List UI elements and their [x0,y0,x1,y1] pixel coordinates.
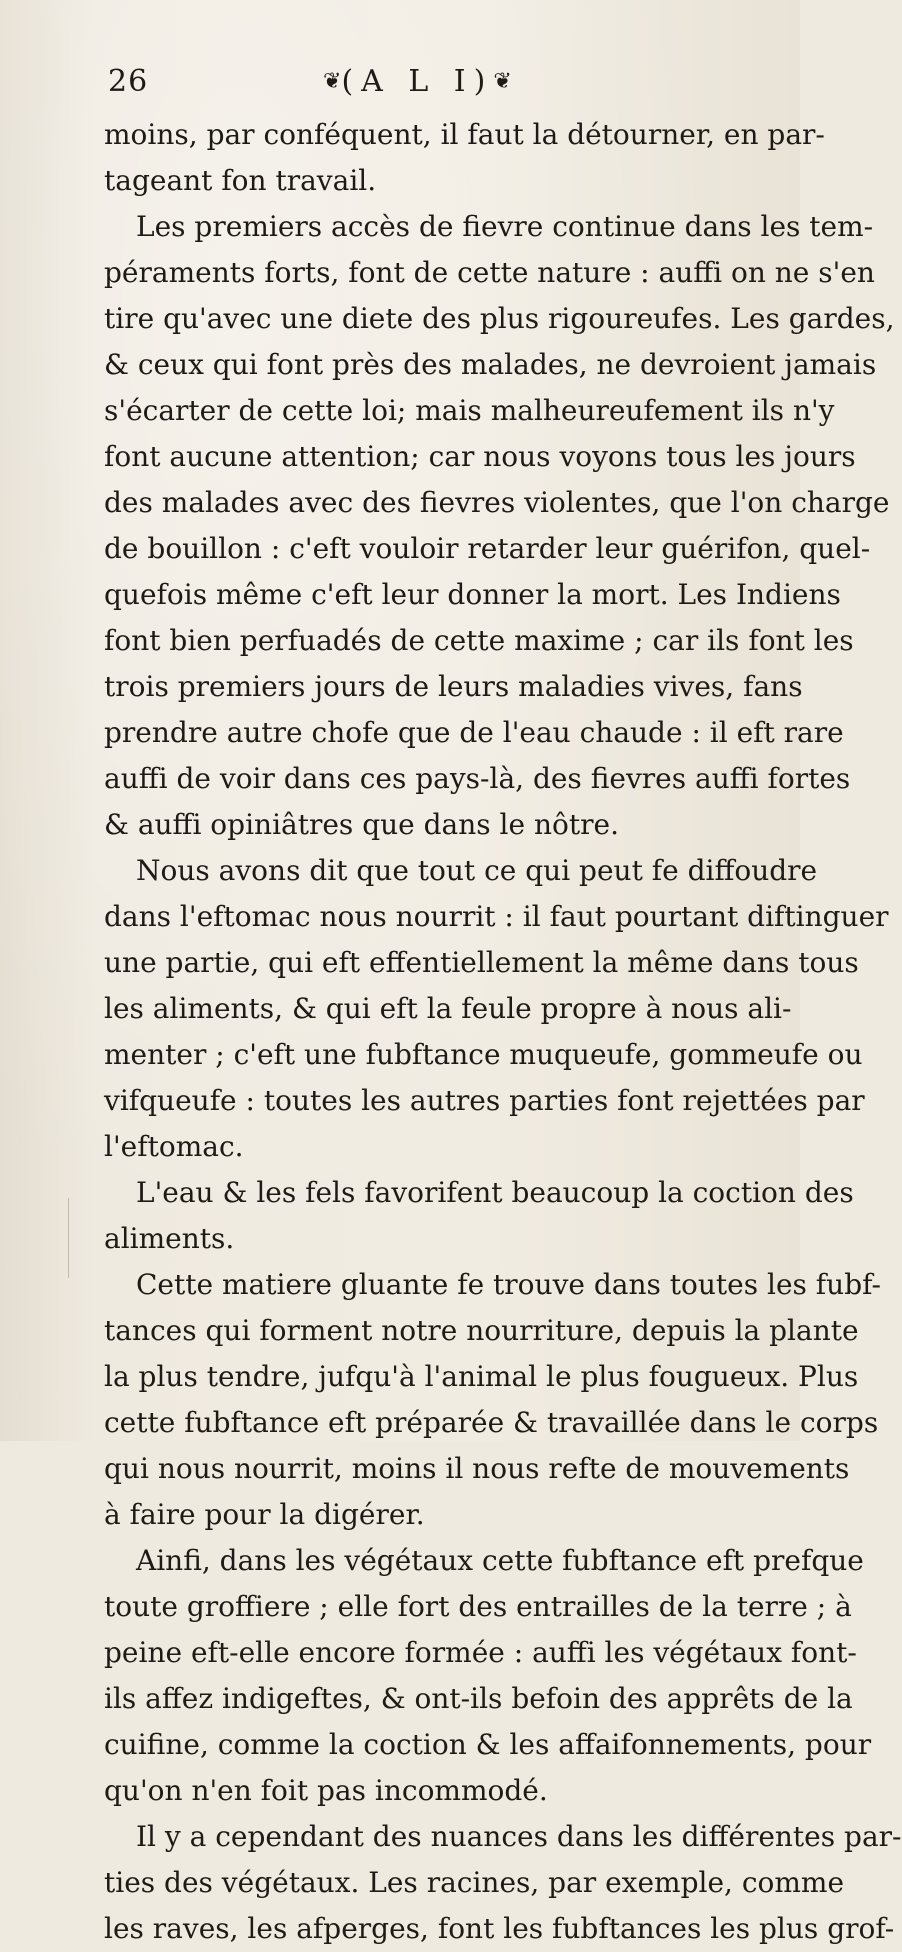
page-number: 26 [108,64,149,99]
body-text [104,112,902,1952]
text-line: de bouillon : c'eft vouloir retarder leur guérifon, quel- [104,532,871,565]
text-line: les raves, les afperges, font les fubftances les plus grof- [104,1912,895,1945]
text-line: dans l'eftomac nous nourrit : il faut pourtant diftinguer [104,900,889,933]
text-line: trois premiers jours de leurs maladies vives, fans [104,670,803,703]
text-line: Nous avons dit que tout ce qui peut fe diffoudre [136,854,818,887]
text-line: cuifine, comme la coction & les affaifonnements, pour [104,1728,872,1761]
text-line: l'eftomac. [104,1130,244,1163]
text-line: aliments. [104,1222,235,1255]
text-line: toute groffiere ; elle fort des entrailles de la terre ; à [104,1590,852,1623]
text-line: tire qu'avec une diete des plus rigoureufes. Les gardes, [104,302,895,335]
text-line: Cette matiere gluante fe trouve dans toutes les fubf- [136,1268,881,1301]
text-line: tageant fon travail. [104,164,377,197]
text-line: prendre autre chofe que de l'eau chaude : il eft rare [104,716,844,749]
page-header [108,64,748,110]
text-line: qu'on n'en foit pas incommodé. [104,1774,548,1807]
text-line: peine eft-elle encore formée : auffi les végétaux font- [104,1636,857,1669]
text-line: les aliments, & qui eft la feule propre à nous ali- [104,992,792,1025]
text-line: à faire pour la digérer. [104,1498,425,1531]
running-head-title: (A L I) [341,64,494,99]
text-line: s'écarter de cette loi; mais malheureufement ils n'y [104,394,835,427]
text-line: menter ; c'eft une fubftance muqueufe, gommeufe ou [104,1038,863,1071]
text-line: Il y a cependant des nuances dans les différentes par- [136,1820,902,1853]
running-head [323,64,512,99]
text-line: cette fubftance eft préparée & travaillée dans le corps [104,1406,879,1439]
text-line: Ainfi, dans les végétaux cette fubftance eft prefque [136,1544,864,1577]
margin-shadow [68,1198,69,1278]
text-line: quefois même c'eft leur donner la mort. Les Indiens [104,578,841,611]
text-line: & ceux qui font près des malades, ne devroient jamais [104,348,877,381]
ornament-left-icon: ❦ [323,69,342,94]
ornament-right-icon: ❦ [493,69,512,94]
text-line: font bien perfuadés de cette maxime ; car ils font les [104,624,854,657]
text-line: la plus tendre, jufqu'à l'animal le plus fougueux. Plus [104,1360,859,1393]
text-line: péraments forts, font de cette nature : auffi on ne s'en [104,256,875,289]
text-line: L'eau & les fels favorifent beaucoup la coction des [136,1176,854,1209]
text-line: Les premiers accès de fievre continue dans les tem- [136,210,874,243]
text-line: vifqueufe : toutes les autres parties font rejettées par [104,1084,865,1117]
text-line: qui nous nourrit, moins il nous refte de mouvements [104,1452,850,1485]
text-line: ils affez indigeftes, & ont-ils befoin des apprêts de la [104,1682,853,1715]
text-line: auffi de voir dans ces pays-là, des fievres auffi fortes [104,762,851,795]
text-line: tances qui forment notre nourriture, depuis la plante [104,1314,859,1347]
text-line: font aucune attention; car nous voyons tous les jours [104,440,856,473]
text-line: moins, par conféquent, il faut la détourner, en par- [104,118,825,151]
text-line: des malades avec des fievres violentes, que l'on charge [104,486,890,519]
text-line: une partie, qui eft effentiellement la même dans tous [104,946,859,979]
text-line: & auffi opiniâtres que dans le nôtre. [104,808,619,841]
text-line: ties des végétaux. Les racines, par exemple, comme [104,1866,845,1899]
